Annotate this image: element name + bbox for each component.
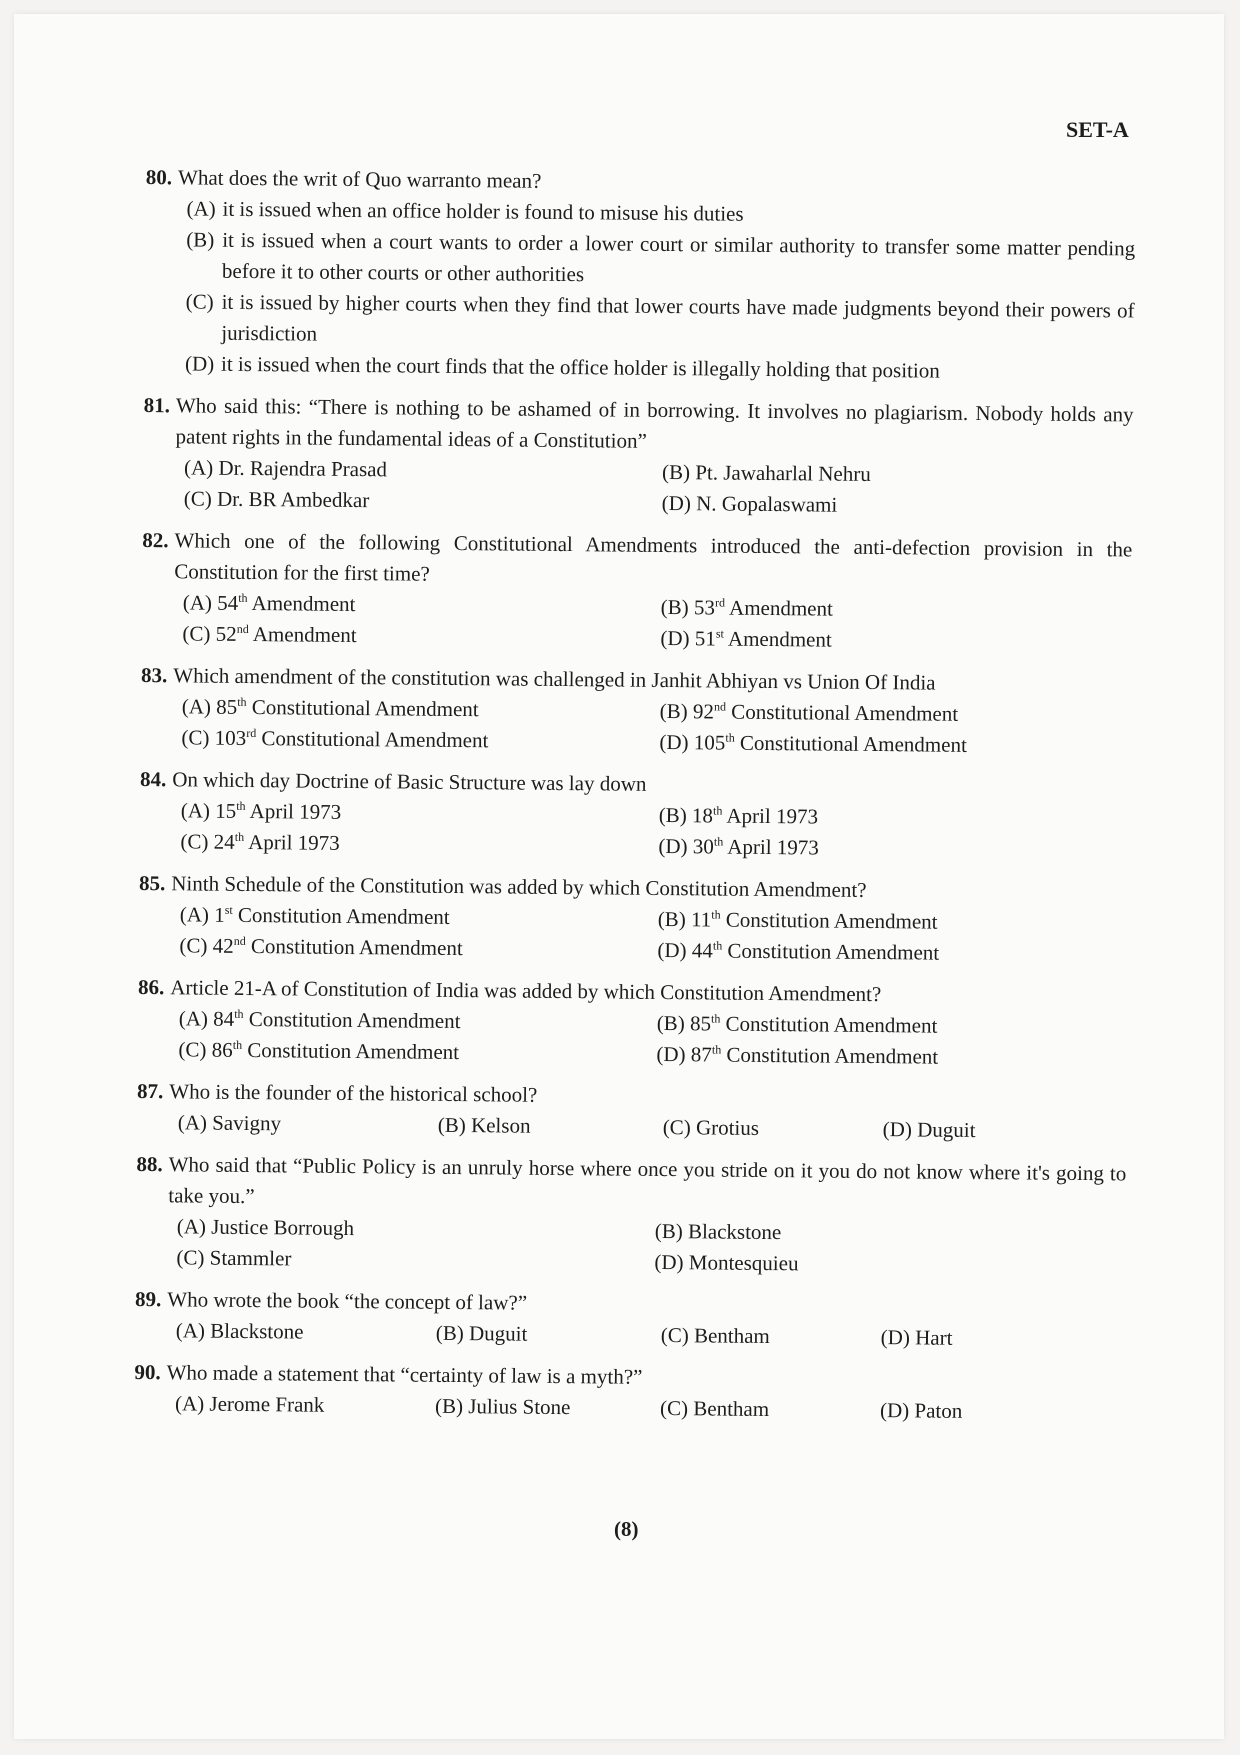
option-label: (C) (181, 725, 210, 750)
question-text: Who wrote the book “the concept of law?” (167, 1287, 528, 1315)
option-c (661, 1320, 881, 1353)
option-c (181, 722, 659, 758)
option-label: (A) (183, 455, 214, 480)
question (137, 972, 1128, 1074)
ordinal-suffix: nd (713, 699, 727, 714)
option-text: 103 (214, 725, 247, 750)
question (141, 525, 1132, 658)
option-c (180, 826, 658, 862)
options (135, 1211, 1126, 1283)
option-text: Grotius (695, 1115, 760, 1140)
option-text-suffix: Constitutional Amendment (731, 699, 959, 726)
option-b (435, 1391, 660, 1424)
option-text: Hart (915, 1325, 953, 1350)
option-b (661, 592, 1132, 628)
option-label: (B) (660, 594, 689, 620)
option-text-suffix: Constitution Amendment (248, 1007, 461, 1034)
question-number: 88. (136, 1151, 163, 1177)
option-label: (C) (659, 1395, 689, 1421)
option-text-suffix: April 1973 (726, 803, 819, 829)
question (139, 764, 1130, 866)
ordinal-suffix: nd (236, 621, 249, 637)
option-label: (A) (186, 196, 216, 221)
option-label: (B) (186, 227, 215, 252)
option-text: Kelson (470, 1113, 531, 1138)
option-label: (D) (657, 937, 687, 963)
option-label: (D) (659, 729, 689, 755)
option-label: (C) (180, 829, 209, 854)
option-d (658, 831, 1129, 867)
ordinal-suffix: th (237, 694, 247, 709)
option-c (184, 483, 662, 519)
option-b (186, 224, 1136, 295)
option-label: (B) (657, 906, 686, 932)
option-label: (C) (178, 1037, 207, 1062)
option-text-suffix: Constitution Amendment (250, 934, 463, 961)
option-c (182, 618, 660, 654)
option-label: (A) (182, 590, 213, 615)
option-label: (A) (175, 1318, 206, 1343)
option-text: 44 (691, 938, 713, 963)
option-text-suffix: Constitution Amendment (727, 938, 940, 965)
option-text: it is issued when an office holder is found to misuse his duties (222, 196, 744, 226)
ordinal-suffix: nd (233, 933, 246, 948)
question-number: 81. (143, 392, 171, 418)
question-text: Ninth Schedule of the Constitution was added by which Constitution Amendment? (171, 871, 867, 902)
option-text: Pt. Jawaharlal Nehru (695, 460, 871, 486)
option-a (179, 1003, 657, 1039)
option-text-suffix: Constitution Amendment (726, 1042, 939, 1069)
option-c (660, 1393, 880, 1426)
option-text: it is issued by higher courts when they find that lower courts have made judgments beyond their powers of jurisdiction (221, 289, 1135, 346)
option-text-suffix: Amendment (727, 626, 832, 652)
option-text-suffix: Amendment (251, 591, 356, 617)
option-text: 51 (694, 626, 716, 651)
ordinal-suffix: th (234, 1006, 244, 1021)
option-text-suffix: Constitution Amendment (725, 907, 938, 934)
question (134, 1357, 1125, 1429)
question-text: What does the writ of Quo warranto mean? (177, 165, 542, 193)
options (143, 452, 1134, 524)
option-text-suffix: Constitution Amendment (237, 902, 450, 929)
option-label: (D) (880, 1325, 911, 1350)
option-a (181, 795, 659, 831)
ordinal-suffix: th (236, 798, 246, 813)
option-label: (C) (660, 1322, 689, 1348)
option-label: (B) (661, 459, 691, 485)
option-c (178, 1034, 656, 1070)
ordinal-suffix: th (232, 1037, 243, 1052)
options (141, 587, 1132, 659)
option-label: (C) (179, 933, 208, 958)
option-label: (C) (183, 486, 212, 511)
question-text: Who said that “Public Policy is an unruly horse where once you stride on it you do not know where it's going to take you.” (168, 1152, 1127, 1209)
option-text: Blackstone (687, 1219, 782, 1245)
option-label: (D) (658, 833, 688, 859)
option-text-suffix: Constitutional Amendment (261, 726, 489, 753)
option-text: 87 (690, 1042, 712, 1067)
question (143, 390, 1134, 523)
ordinal-suffix: th (710, 1011, 721, 1026)
option-label: (A) (176, 1214, 207, 1239)
question-number: 86. (137, 974, 165, 1000)
ordinal-suffix: th (234, 829, 245, 844)
options (138, 899, 1129, 971)
option-text: 42 (212, 933, 234, 958)
question-stem (136, 1149, 1127, 1221)
option-text: Blackstone (210, 1318, 304, 1344)
option-d (657, 935, 1128, 971)
option-text: 1 (214, 902, 225, 927)
option-text: Stammler (209, 1245, 292, 1271)
option-label: (B) (434, 1393, 464, 1419)
option-b (660, 696, 1131, 732)
option-text: Duguit (917, 1117, 976, 1143)
ordinal-suffix: th (711, 1042, 722, 1057)
option-d (881, 1322, 1125, 1355)
page-number: (8) (614, 1517, 639, 1541)
option-c (185, 286, 1135, 357)
option-label: (A) (181, 694, 212, 719)
question-text: Which amendment of the constitution was challenged in Janhit Abhiyan vs Union Of India (173, 663, 936, 695)
option-text: 86 (211, 1037, 233, 1062)
option-text-suffix: April 1973 (727, 834, 819, 860)
option-label: (C) (662, 1115, 691, 1140)
ordinal-suffix: th (712, 803, 723, 818)
option-text-suffix: April 1973 (249, 799, 342, 824)
option-label: (A) (174, 1391, 205, 1416)
option-text: Duguit (468, 1321, 528, 1346)
option-b (658, 904, 1129, 940)
option-text: 30 (692, 834, 714, 859)
question (137, 1076, 1128, 1148)
option-text: 54 (217, 590, 239, 615)
option-text: 18 (691, 803, 714, 828)
question (135, 1149, 1126, 1282)
question (135, 1284, 1126, 1356)
option-text: Justice Borrough (211, 1214, 355, 1241)
option-d (660, 623, 1131, 659)
ordinal-suffix: st (224, 902, 233, 917)
ordinal-suffix: rd (246, 725, 257, 741)
question-number: 80. (145, 164, 173, 190)
option-text: Dr. Rajendra Prasad (218, 455, 388, 482)
option-d (659, 727, 1130, 763)
ordinal-suffix: th (725, 730, 735, 745)
option-label: (B) (435, 1320, 464, 1346)
option-label: (B) (659, 698, 688, 724)
option-text: Dr. BR Ambedkar (216, 486, 370, 513)
option-label: (D) (660, 625, 690, 651)
option-text: Savigny (212, 1110, 282, 1136)
option-text: 84 (213, 1006, 235, 1031)
options (137, 1003, 1128, 1075)
option-label: (B) (658, 802, 687, 828)
ordinal-suffix: rd (714, 595, 726, 610)
option-b (657, 1008, 1128, 1044)
option-b (436, 1318, 661, 1351)
option-text: Bentham (693, 1396, 770, 1422)
option-text: it is issued when the court finds that the office holder is illegally holding that position (220, 351, 940, 383)
question-number: 89. (134, 1286, 162, 1312)
question-text: Who made a statement that “certainty of law is a myth?” (166, 1360, 643, 1389)
option-text: 105 (693, 730, 726, 755)
option-label: (A) (177, 1110, 208, 1135)
question-list (134, 162, 1136, 1439)
option-text-suffix: Constitution Amendment (247, 1038, 460, 1065)
ordinal-suffix: th (238, 590, 248, 605)
option-text: N. Gopalaswami (696, 491, 838, 517)
option-label: (A) (178, 1006, 209, 1031)
option-text: 11 (690, 907, 712, 932)
option-text: Bentham (693, 1323, 770, 1349)
option-label: (D) (879, 1398, 910, 1423)
option-text: it is issued when a court wants to order a lower court or similar authority to transfer some matter pending before it to other courts or other authorities (221, 227, 1136, 287)
option-b (662, 457, 1133, 493)
question-text: Who said this: “There is nothing to be ashamed of in borrowing. It involves no plagiarism. Nobody holds any patent rights in the fundamental ideas of a Constitution” (175, 393, 1134, 453)
ordinal-suffix: th (711, 907, 721, 922)
option-d (656, 1039, 1127, 1075)
question-text: Article 21-A of Constitution of India was added by which Constitution Amendment? (170, 975, 882, 1007)
options (144, 193, 1136, 388)
option-a (183, 587, 661, 623)
option-text: 85 (216, 694, 238, 719)
ordinal-suffix: th (712, 938, 723, 953)
option-d (662, 488, 1133, 524)
exam-page (14, 14, 1224, 1739)
option-text-suffix: April 1973 (248, 830, 340, 855)
option-a (182, 691, 660, 727)
option-d (654, 1247, 1125, 1283)
option-a (177, 1211, 655, 1247)
option-text-suffix: Constitutional Amendment (251, 695, 479, 722)
options (139, 795, 1130, 867)
option-a (180, 899, 658, 935)
set-label: SET-A (1066, 117, 1129, 142)
option-label: (B) (656, 1010, 685, 1036)
question-text: Which one of the following Constitutional Amendments introduced the anti-defection provision in the Constitution for the first time? (174, 528, 1133, 586)
option-text: Jerome Frank (209, 1391, 325, 1417)
question-number: 87. (136, 1078, 164, 1104)
question-number: 82. (142, 527, 169, 553)
question-number: 85. (138, 870, 166, 896)
question-stem (143, 390, 1134, 462)
option-b (659, 800, 1130, 836)
question-text: Who is the founder of the historical school? (169, 1079, 538, 1107)
ordinal-suffix: th (713, 834, 724, 849)
option-text: 85 (689, 1011, 712, 1036)
ordinal-suffix: st (715, 626, 724, 641)
option-label: (C) (185, 289, 214, 314)
question-text: On which day Doctrine of Basic Structure was lay down (172, 767, 647, 796)
option-c (176, 1242, 654, 1278)
question-number: 83. (140, 662, 168, 688)
option-text: 92 (692, 699, 715, 724)
option-label: (C) (176, 1245, 205, 1270)
option-label: (B) (654, 1218, 683, 1244)
option-text: 24 (213, 829, 235, 854)
option-label: (A) (179, 902, 210, 927)
option-a (178, 1107, 438, 1140)
question (144, 162, 1136, 388)
option-label: (D) (654, 1249, 684, 1275)
option-text-suffix: Amendment (252, 622, 357, 648)
option-d (880, 1395, 1124, 1428)
option-a (184, 452, 662, 488)
option-text-suffix: Constitutional Amendment (739, 730, 967, 757)
option-text: Montesquieu (688, 1250, 799, 1276)
option-text: Paton (914, 1398, 963, 1423)
option-a (175, 1388, 435, 1421)
option-b (438, 1110, 663, 1143)
question-stem (142, 525, 1133, 597)
option-text: 52 (215, 621, 237, 646)
option-label: (C) (182, 621, 211, 646)
option-c (179, 930, 657, 966)
option-a (176, 1315, 436, 1348)
option-c (663, 1112, 883, 1145)
option-text: 15 (215, 798, 237, 823)
option-label: (D) (661, 490, 692, 516)
option-b (655, 1216, 1126, 1252)
option-text: Julius Stone (468, 1394, 571, 1420)
question (140, 660, 1131, 762)
option-d (883, 1114, 1127, 1147)
option-label: (A) (180, 798, 211, 823)
question (138, 868, 1129, 970)
option-label: (D) (656, 1041, 686, 1067)
option-text: 53 (693, 595, 716, 620)
question-number: 90. (134, 1359, 161, 1385)
option-text-suffix: Constitution Amendment (725, 1011, 938, 1038)
option-label: (D) (184, 351, 215, 376)
options (140, 691, 1131, 763)
option-label: (D) (882, 1117, 913, 1142)
option-text-suffix: Amendment (728, 595, 834, 621)
option-label: (B) (437, 1112, 466, 1138)
question-number: 84. (139, 766, 167, 792)
